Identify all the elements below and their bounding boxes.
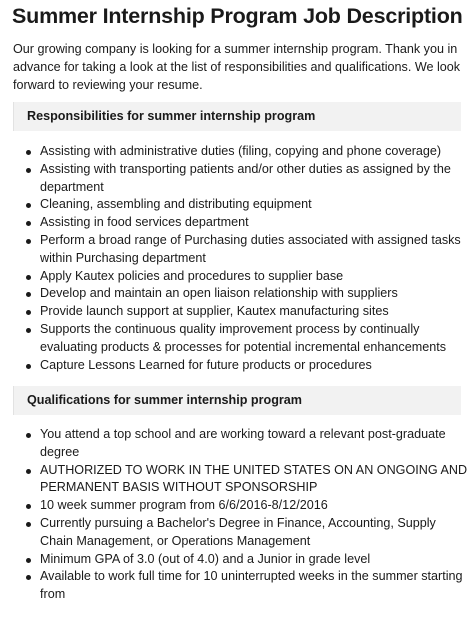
qualification-item: You attend a top school and are working toward a relevant post-graduate degree (40, 426, 474, 462)
responsibility-item: Develop and maintain an open liaison relationship with suppliers (40, 285, 474, 303)
qualification-item: AUTHORIZED TO WORK IN THE UNITED STATES ON AN ONGOING AND PERMANENT BASIS WITHOUT SPONSORSHIP (40, 462, 474, 498)
responsibility-item: Assisting in food services department (40, 214, 474, 232)
qualification-item: Available to work full time for 10 uninterrupted weeks in the summer starting from (40, 568, 474, 604)
responsibility-item: Provide launch support at supplier, Kautex manufacturing sites (40, 303, 474, 321)
responsibility-item: Cleaning, assembling and distributing equipment (40, 196, 474, 214)
responsibilities-heading: Responsibilities for summer internship program (13, 102, 461, 131)
intro-paragraph: Our growing company is looking for a summer internship program. Thank you in advance for taking a look at the list of responsibilities and qualifications. We look forward to reviewing your resume. (13, 42, 461, 92)
responsibility-item: Assisting with transporting patients and/or other duties as assigned by the department (40, 161, 474, 197)
qualification-item: Minimum GPA of 3.0 (out of 4.0) and a Junior in grade level (40, 551, 474, 569)
qualifications-heading: Qualifications for summer internship program (13, 386, 461, 415)
responsibility-item: Supports the continuous quality improvement process by continually evaluating products & processes for potential incremental enhancements (40, 321, 474, 357)
responsibility-item: Perform a broad range of Purchasing duties associated with assigned tasks within Purchasing department (40, 232, 474, 268)
qualification-item: 10 week summer program from 6/6/2016-8/12/2016 (40, 497, 474, 515)
responsibility-item: Capture Lessons Learned for future products or procedures (40, 357, 474, 375)
responsibility-item: Apply Kautex policies and procedures to supplier base (40, 268, 474, 286)
page-title: Summer Internship Program Job Description (12, 4, 463, 28)
qualification-item: Currently pursuing a Bachelor's Degree in Finance, Accounting, Supply Chain Management, or Operations Management (40, 515, 474, 551)
responsibility-item: Assisting with administrative duties (filing, copying and phone coverage) (40, 143, 474, 161)
responsibilities-list (0, 143, 474, 374)
qualifications-list (0, 426, 474, 604)
